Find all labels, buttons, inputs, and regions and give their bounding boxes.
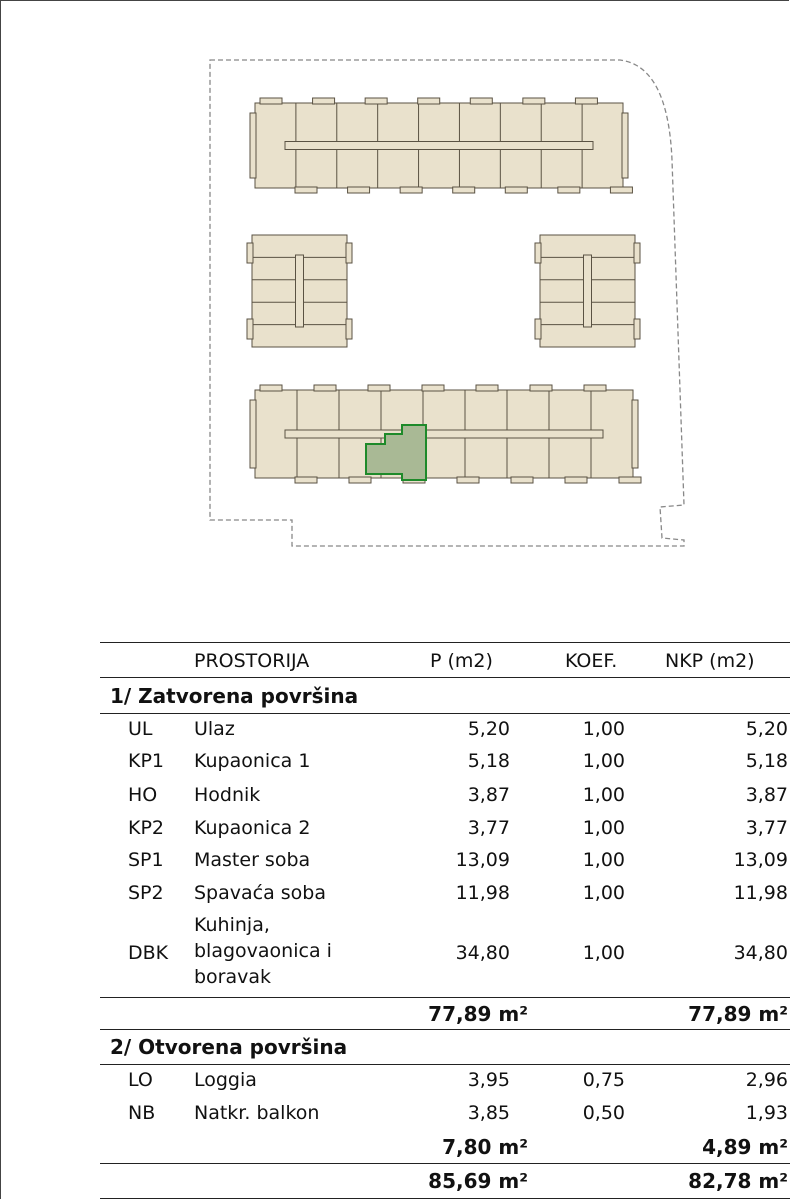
row-name-line: boravak [194,966,272,988]
building-corridor [285,430,603,438]
row-p: 3,77 [467,817,510,839]
building-balcony [400,187,422,193]
row-p: 3,85 [467,1102,510,1124]
subtotal-p: 77,89 m² [428,1002,528,1026]
row-koef: 1,00 [582,817,625,839]
row-p: 3,95 [467,1069,510,1091]
building-balcony [610,187,632,193]
row-p: 11,98 [455,882,510,904]
row-code: DBK [128,942,169,964]
building-balcony [368,385,390,391]
building-balcony [457,477,479,483]
row-koef: 1,00 [582,942,625,964]
row-name: Kupaonica 1 [194,750,311,772]
building-balcony [260,98,282,104]
building-balcony [584,385,606,391]
table-rule [100,677,790,678]
building-balcony [346,319,352,339]
building-balcony [348,187,370,193]
row-code: LO [128,1069,153,1091]
row-p: 3,87 [467,784,510,806]
row-name: Kupaonica 2 [194,817,311,839]
building-balcony [505,187,527,193]
subtotal-p: 7,80 m² [442,1135,528,1159]
building-balcony [575,98,597,104]
building-balcony [634,243,640,263]
row-name: Loggia [194,1069,257,1091]
row-nkp: 3,77 [745,817,788,839]
building-corridor [584,255,592,327]
row-name-line: blagovaonica i [194,940,332,962]
row-nkp: 5,20 [745,718,788,740]
section-title-text: 2/ Otvorena površina [110,1035,348,1059]
row-koef: 1,00 [582,750,625,772]
building-balcony [247,319,253,339]
building-balcony [418,98,440,104]
row-code: HO [128,784,158,806]
row-name: Natkr. balkon [194,1102,320,1124]
building-balcony [314,385,336,391]
section-title-text: 1/ Zatvorena površina [110,684,359,708]
row-name-line: Kuhinja, [194,914,270,936]
building-balcony [295,477,317,483]
building-balcony [453,187,475,193]
row-name-multiline [194,912,332,990]
row-name: Hodnik [194,784,261,806]
building-endwall [250,113,256,178]
subtotal-nkp: 77,89 m² [688,1002,788,1026]
total-nkp: 82,78 m² [688,1169,788,1193]
building-balcony [619,477,641,483]
table-rule [100,642,790,643]
row-koef: 1,00 [582,849,625,871]
row-koef: 0,75 [582,1069,625,1091]
row-code: KP1 [128,750,165,772]
building-balcony [295,187,317,193]
table-rule [100,1163,790,1164]
building-balcony [558,187,580,193]
building-balcony [535,319,541,339]
row-koef: 1,00 [582,718,625,740]
row-koef: 1,00 [582,784,625,806]
row-code: SP2 [128,882,164,904]
table-rule [100,1029,790,1030]
row-p: 5,20 [467,718,510,740]
row-nkp: 34,80 [733,942,788,964]
row-code: UL [128,718,153,740]
table-rule [100,997,790,998]
row-nkp: 1,93 [745,1102,788,1124]
building-endwall [632,400,638,468]
building-corridor [296,255,304,327]
building-balcony [634,319,640,339]
row-p: 5,18 [467,750,510,772]
row-p: 13,09 [455,849,510,871]
building-endwall [250,400,256,468]
header-room: PROSTORIJA [194,650,310,672]
building-balcony [349,477,371,483]
row-koef: 0,50 [582,1102,625,1124]
row-nkp: 3,87 [745,784,788,806]
total-p: 85,69 m² [428,1169,528,1193]
row-name: Master soba [194,849,311,871]
building-balcony [346,243,352,263]
header-nkp: NKP (m2) [665,650,755,672]
building-balcony [365,98,387,104]
subtotal-nkp: 4,89 m² [702,1135,788,1159]
building-balcony [247,243,253,263]
row-nkp: 13,09 [733,849,788,871]
header-koef: KOEF. [565,650,618,672]
row-code: SP1 [128,849,164,871]
building-balcony [511,477,533,483]
building-balcony [260,385,282,391]
building-balcony [523,98,545,104]
row-name: Spavaća soba [194,882,327,904]
row-name: Ulaz [194,718,235,740]
row-nkp: 11,98 [733,882,788,904]
table-rule [100,1198,790,1199]
row-p: 34,80 [455,942,510,964]
row-nkp: 5,18 [745,750,788,772]
building-balcony [565,477,587,483]
row-code: NB [128,1102,156,1124]
building-balcony [535,243,541,263]
building-balcony [313,98,335,104]
building-corridor [285,142,593,150]
row-koef: 1,00 [582,882,625,904]
row-code: KP2 [128,817,165,839]
row-nkp: 2,96 [745,1069,788,1091]
building-balcony [476,385,498,391]
building-balcony [422,385,444,391]
header-p: P (m2) [430,650,493,672]
table-rule [100,1064,790,1065]
building-balcony [530,385,552,391]
building-balcony [470,98,492,104]
building-endwall [622,113,628,178]
table-rule [100,713,790,714]
